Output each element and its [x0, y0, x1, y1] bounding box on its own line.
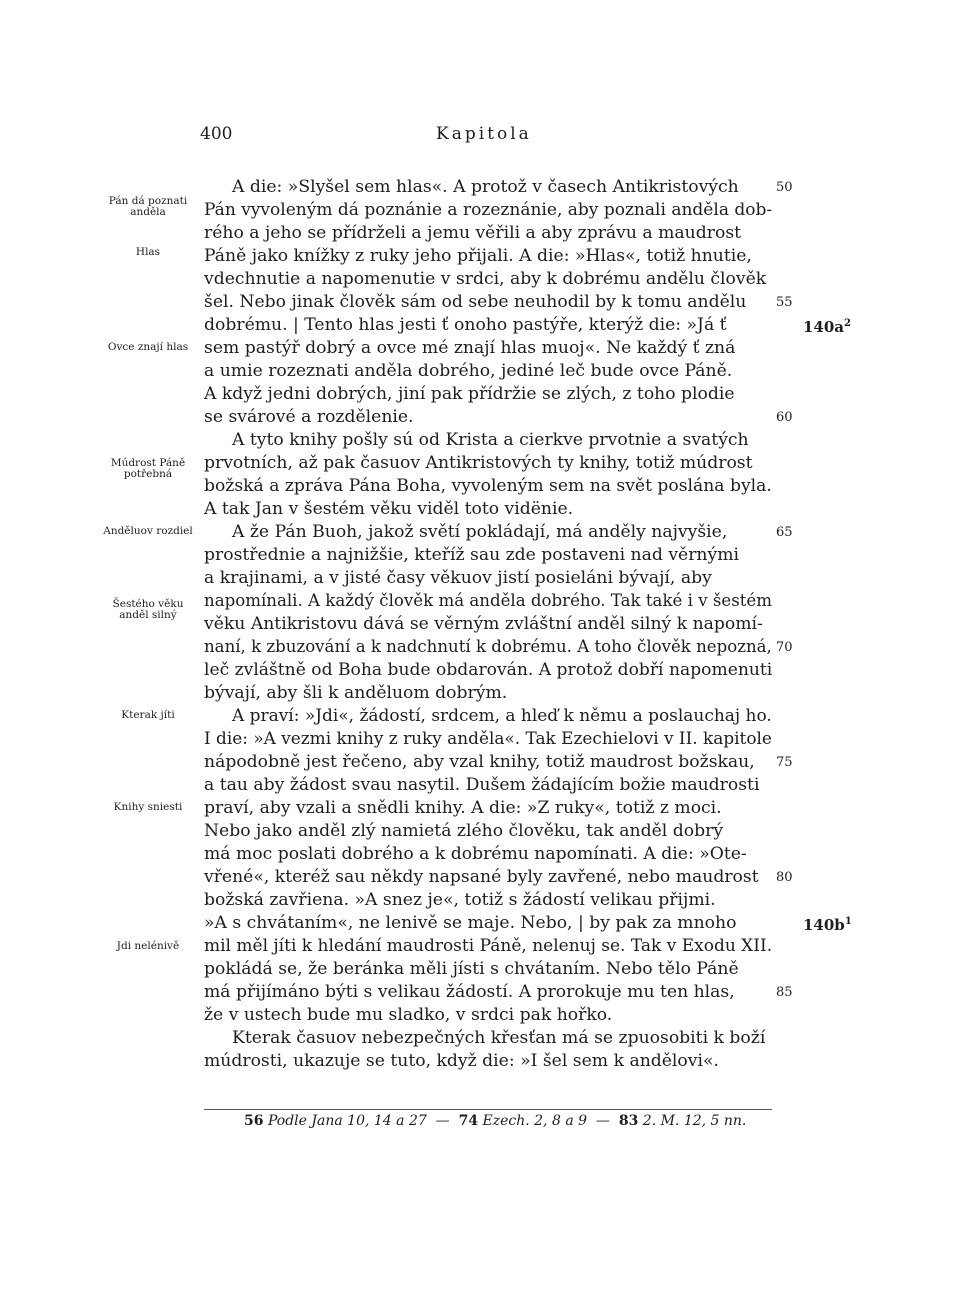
text-line: má přijímáno býti s velikau žádostí. A prorokuje mu ten hlas,: [204, 982, 735, 1002]
text-line: A že Pán Buoh, jakož světí pokládají, má anděly najvyšie,: [232, 522, 728, 542]
running-title: Kapitola: [436, 124, 532, 144]
footnote-line-number: 56: [244, 1113, 264, 1129]
text-line: dobrému. | Tento hlas jesti ť onoho pastýře, kterýž die: »Já ť: [204, 315, 727, 335]
text-line: vdechnutie a napomenutie v srdci, aby k dobrému andělu člověk: [204, 269, 767, 289]
text-line: mil měl jíti k hledání maudrosti Páně, nelenuj se. Tak v Exodu XII.: [204, 936, 773, 956]
text-line: »A s chvátaním«, ne lenivě se maje. Nebo, | by pak za mnoho: [204, 913, 737, 933]
text-line: prostřednie a najnižšie, kteříž sau zde postaveni nad věrnými: [204, 545, 739, 565]
footnote: 56 Podle Jana 10, 14 a 27 — 74 Ezech. 2, 8 a 9 — 83 2. M. 12, 5 nn.: [244, 1113, 747, 1129]
text-line: leč zvláštně od Boha bude obdarován. A protož dobří napomenuti: [204, 660, 773, 680]
text-line: a tau aby žádost svau nasytil. Dušem žádajícím božie maudrosti: [204, 775, 760, 795]
text-line: se svárové a rozdělenie.: [204, 407, 414, 427]
text-line: A die: »Slyšel sem hlas«. A protož v časech Antikristových: [232, 177, 739, 197]
text-line: nápodobně jest řečeno, aby vzal knihy, totiž maudrost božskau,: [204, 752, 755, 772]
text-line: bývají, aby šli k anděluom dobrým.: [204, 683, 508, 703]
line-number: 80: [776, 870, 793, 885]
margin-note: Šestého věku anděl silný: [112, 598, 184, 621]
margin-note: Jdi nelénivě: [116, 940, 180, 952]
footnote-line-number: 83: [618, 1113, 639, 1129]
footnote-reference: 2. M. 12, 5 nn.: [642, 1113, 747, 1129]
margin-note: Hlas: [135, 246, 161, 258]
text-line: naní, k zbuzování a k nadchnutí k dobrému. A toho člověk nepozná,: [204, 637, 772, 657]
text-line: prvotních, až pak časuov Antikristových ty knihy, totiž múdrost: [204, 453, 753, 473]
text-line: A když jedni dobrých, jiní pak přídržie se zlých, z toho plodie: [204, 384, 735, 404]
text-line: a umie rozeznati anděla dobrého, jediné leč bude ovce Páně.: [204, 361, 733, 381]
text-line: a krajinami, a v jisté časy věkuov jistí posieláni bývají, aby: [204, 568, 712, 588]
text-line: věku Antikristovu dává se věrným zvláštní anděl silný k napomí-: [204, 614, 763, 634]
text-line: Páně jako knížky z ruky jeho přijali. A die: »Hlas«, totiž hnutie,: [204, 246, 752, 266]
text-line: že v ustech bude mu sladko, v srdci pak hořko.: [204, 1005, 613, 1025]
text-line: božská a zpráva Pána Boha, vyvoleným sem na svět poslána byla.: [204, 476, 772, 496]
line-number: 50: [776, 180, 793, 195]
text-line: Kterak časuov nebezpečných křesťan má se zpuosobiti k boží: [232, 1028, 766, 1048]
line-number: 65: [776, 525, 793, 540]
margin-note: Múdrost Páně potřebná: [110, 457, 186, 480]
text-line: múdrosti, ukazuje se tuto, když die: »I šel sem k andělovi«.: [204, 1051, 719, 1071]
margin-note: Knihy sniesti: [113, 801, 183, 813]
text-line: šel. Nebo jinak člověk sám od sebe neuhodil by k tomu andělu: [204, 292, 747, 312]
text-line: sem pastýř dobrý a ovce mé znají hlas muoj«. Ne každý ť zná: [204, 338, 736, 358]
text-line: vřené«, kteréž sau někdy napsané byly zavřené, nebo maudrost: [204, 867, 759, 887]
text-line: božská zavřiena. »A snez je«, totiž s žádostí velikau přijmi.: [204, 890, 716, 910]
footnote-rule: [204, 1109, 772, 1110]
text-line: pokládá se, že beránka měli jísti s chvátaním. Nebo tělo Páně: [204, 959, 739, 979]
folio-mark: $140b^1$: [803, 916, 852, 934]
footnote-line-number: 74: [458, 1113, 479, 1129]
line-number: 75: [776, 755, 793, 770]
margin-note: Ovce znají hlas: [107, 341, 189, 353]
line-number: 60: [776, 410, 793, 425]
text-line: Pán vyvoleným dá poznánie a rozeznánie, aby poznali anděla dob-: [204, 200, 773, 220]
margin-note: Kterak jíti: [121, 709, 175, 721]
margin-note: Anděluov rozdiel: [103, 525, 193, 537]
text-line: A praví: »Jdi«, žádostí, srdcem, a hleď k němu a poslauchaj ho.: [232, 706, 772, 726]
text-line: I die: »A vezmi knihy z ruky anděla«. Tak Ezechielovi v II. kapitole: [204, 729, 772, 749]
footnote-reference: Podle Jana 10, 14 a 27: [267, 1113, 427, 1129]
text-line: napomínali. A každý člověk má anděla dobrého. Tak také i v šestém: [204, 591, 772, 611]
footnote-reference: Ezech. 2, 8 a 9: [482, 1113, 588, 1129]
text-line: má moc poslati dobrého a k dobrému napomínati. A die: »Ote-: [204, 844, 747, 864]
folio-mark: $140a^2$: [803, 318, 851, 336]
text-line: praví, aby vzali a snědli knihy. A die: »Z ruky«, totiž z moci.: [204, 798, 722, 818]
text-line: Nebo jako anděl zlý namietá zlého člověku, tak anděl dobrý: [204, 821, 724, 841]
line-number: 70: [776, 640, 793, 655]
page-number: 400: [200, 124, 233, 144]
line-number: 85: [776, 985, 793, 1000]
text-line: A tak Jan v šestém věku viděl toto vidënie.: [204, 499, 574, 519]
text-line: A tyto knihy pošly sú od Krista a cierkve prvotnie a svatých: [232, 430, 749, 450]
line-number: 55: [776, 295, 793, 310]
margin-note: Pán dá poznati anděla: [108, 195, 188, 218]
text-line: rého a jeho se přídrželi a jemu věřili a aby zprávu a maudrost: [204, 223, 742, 243]
